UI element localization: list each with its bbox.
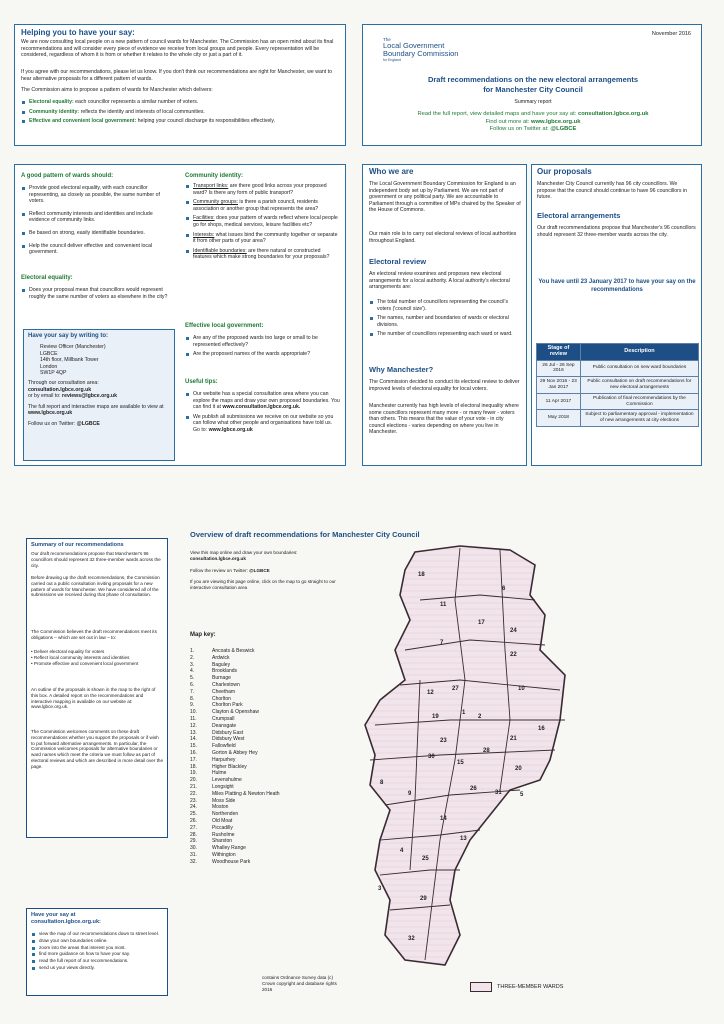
online-item: send us your views directly. [31,965,163,971]
tip-item: We publish all submissions we receive on our website so you can follow what other people and organisations have told us. Go to: www.lgbce.org.uk [185,414,340,434]
ward-number-label: 5 [520,792,524,798]
helping-item: Effective and convenient local government: helping your council discharge its responsibilities effectively. [21,118,339,125]
helping-p2: If you agree with our recommendations, please let us know. If you don't think our recommendations are right for Manchester, we want to hear alternative proposals for a different pattern of wards. [21,69,332,82]
ward-key-item: 29. Sharston [190,838,233,845]
who-p1: The Local Government Boundary Commission for England is an independent body set up by Parliament. We are not part of government or any political party. We are accountable to Parliament through a committee of MPs chaired by the Speaker of the House of Commons. [369,181,521,214]
ward-key-item: 20. Levenshulme [190,777,242,784]
postal-address: Review Officer (Manchester) LGBCE 14th floor, Millbank Tower London SW1P 4QP [40,344,106,377]
map-legend [470,982,563,992]
website-link[interactable]: www.lgbce.org.uk [28,410,73,417]
effective-list [185,335,340,361]
online-item: find more guidance on how to have your say. [31,951,163,957]
ward-key-item: 16. Gorton & Abbey Hey [190,749,258,756]
tips-list [185,391,340,437]
why-title: Why Manchester? [369,365,434,374]
community-item: Transport links: are there good links across your proposed ward? Is there any form of public transport? [185,183,340,196]
helping-p1: We are now consulting local people on a new pattern of council wards for Manchester. The Commission has an open mind about its final recommendations and will consider every piece of evidence we receive from local groups and people. Every representation will be considered, regardless of whom it is from or whether it relates to the whole city or just a part of it. [21,39,334,59]
ward-key-item: 8. Chorlton [190,695,231,702]
ward-number-label: 7 [440,640,444,646]
ward-number-label: 4 [400,848,404,854]
website-link[interactable]: www.lgbce.org.uk [208,426,253,433]
helping-item: Electoral equality: each councillor represents a similar number of voters. [21,99,339,106]
ward-key-item: 2. Ardwick [190,654,230,661]
ward-number-label: 8 [380,780,384,786]
summary-item: • Deliver electoral equality for voters [31,649,105,654]
equality-title: Electoral equality: [21,275,73,281]
tip-item: Our website has a special consultation area where you can explore the maps and draw your own proposed boundaries. You can find it at www.consultation.lgbce.org.uk. [185,391,340,411]
ward-number-label: 28 [483,748,490,754]
writing-box [23,329,175,461]
ward-key-item: 31. Withington [190,851,236,858]
ward-number-label: 6 [502,586,506,592]
who-p2: Our main role is to carry out electoral reviews of local authorities throughout England. [369,231,517,244]
ward-key-item: 21. Longsight [190,783,234,790]
tips-title: Useful tips: [185,379,218,385]
table-row: 29 Nov 2016 - 23 Jan 2017 Public consultation on draft recommendations for new electoral arrangements [537,377,699,394]
ward-key-item: 14. Didsbury West [190,736,245,743]
ward-key-item: 10. Clayton & Openshaw [190,709,259,716]
consultation-link[interactable]: consultation.lgbce.org.uk: [31,918,101,925]
ward-number-label: 24 [510,628,517,634]
good-item: Provide good electoral equality, with each councillor representing, as closely as possible, the same number of voters. [21,185,171,205]
twitter-link[interactable]: @LGBCE [550,126,577,132]
ward-key-item: 11. Crumpsall [190,715,235,722]
why-p1: The Commission decided to conduct its electoral review to deliver improved levels of electoral equality for local voters. [369,379,520,392]
overview-title: Overview of draft recommendations for Manchester City Council [190,530,420,539]
ward-key-item: 24. Moston [190,804,229,811]
ward-key-item: 17. Harpurhey [190,756,236,763]
online-item: draw your own boundaries online. [31,938,163,944]
website-link[interactable]: www.lgbce.org.uk [531,118,581,125]
summary-item: • Promote effective and convenient local government [31,660,139,666]
proposals-title: Our proposals [537,167,592,176]
report-subtitle: Summary report [514,99,552,105]
ward-number-label: 21 [510,736,517,742]
ward-key [190,648,280,866]
ward-number-label: 20 [515,766,522,772]
ward-key-item: 26. Old Moat [190,817,233,824]
helping-p3: The Commission aims to propose a pattern of wards for Manchester which delivers: [21,87,213,93]
ward-number-label: 22 [510,652,517,658]
ward-number-label: 25 [422,856,429,862]
effective-item: Are any of the proposed wards too large or small to be represented effectively? [185,335,340,348]
contact-lines: Read the full report, view detailed maps and have your say at: consultation.lgbce.org.uk Find out more at: www.lgbce.org.uk Follow us on Twitter at: @LGBCE [417,111,649,132]
ward-key-item: 27. Piccadilly [190,824,233,831]
ward-number-label: 31 [495,790,502,796]
map-key-title: Map key: [190,632,216,638]
about-box [362,164,527,466]
ward-key-item: 3. Baguley [190,661,231,668]
crown-copyright: contains Ordnance Survey data (c) Crown copyright and database rights 2016 [262,975,337,992]
ward-number-label: 12 [427,690,434,696]
ward-number-label: 26 [470,786,477,792]
helping-item: Community identity: reflects the identity and interests of local communities. [21,109,339,116]
review-item: The names, number and boundaries of wards or electoral divisions. [369,315,521,328]
table-row: 11 Apr 2017 Publication of final recommendations by the Commission [537,393,699,410]
ward-number-label: 18 [418,572,425,578]
ward-key-item: 30. Whalley Range [190,845,246,852]
legend-swatch [470,982,492,992]
summary-p5: The Commission welcomes comments on these draft recommendations whether you support the proposals or if wish to put forward alternative arrangements. In particular, the Commission welcomes proposals for alternative boundaries or ward names which meet the criteria we must follow as part of electoral reviews and which are described in more detail over the page. [31,729,164,769]
ward-key-item: 22. Miles Platting & Newton Heath [190,790,280,797]
electoral-review-title: Electoral review [369,257,427,266]
overview-links: View this map online and draw your own boundaries: consultation.lgbce.org.uk Follow the review on Twitter: @LGBCE If you are viewing this page online, click on the map to go straight to our interactive consultation area [190,550,336,591]
electoral-review-list [369,299,521,341]
ward-key-item: 7. Cheetham [190,688,236,695]
community-item: Identifiable boundaries: are there natural or constructed features which make strong boundaries for your proposals? [185,248,340,261]
arrangements-text: Our draft recommendations propose that Manchester's 96 councillors should represent 32 three-member wards across the city. [537,225,696,238]
consultation-link[interactable]: consultation.lgbce.org.uk [190,555,246,561]
community-item: Community groups: is there a parish council, residents association or another group that represents the area? [185,199,340,212]
ward-number-label: 17 [478,620,485,626]
summary-p4: An outline of the proposals is shown in the map to the right of this box. A detailed report on the recommendations and interactive mapping is available on our website at: www.lgbce.org.uk. [31,687,156,710]
review-item: The number of councillors representing each ward or ward. [369,331,521,338]
deadline-notice: You have until 23 January 2017 to have your say on the recommendations [538,279,696,293]
stage-header: Stage of review [537,344,581,361]
effective-title: Effective local government: [185,323,264,329]
proposals-box [531,164,702,466]
ward-number-label: 30 [428,754,435,760]
summary-title: Summary of our recommendations [31,542,124,548]
ward-key-item: 6. Charlestown [190,681,240,688]
helping-title: Helping you to have your say: [21,28,135,37]
email-link[interactable]: reviews@lgbce.org.uk [62,393,117,400]
ward-number-label: 19 [432,714,439,720]
community-title: Community identity: [185,173,243,179]
good-item: Reflect community interests and identities and include evidence of community links. [21,211,171,224]
ward-key-item: 19. Hulme [190,770,227,777]
summary-item: • Reflect local community interests and identities [31,654,130,660]
ward-key-item: 13. Didsbury East [190,729,244,736]
report-date: November 2016 [651,31,691,37]
community-item: Facilities: does your pattern of wards reflect where local people go for shops, medical services, leisure facilities etc? [185,215,340,228]
good-list [21,185,171,259]
ward-number-label: 9 [408,791,412,797]
ward-number-label: 2 [478,714,482,720]
online-item: view the map of our recommendations down to street level. [31,931,163,937]
stages-table [536,343,699,427]
ward-number-label: 11 [440,602,447,608]
ward-number-label: 13 [460,836,467,842]
effective-item: Are the proposed names of the wards appropriate? [185,351,340,358]
community-list [185,183,340,264]
who-title: Who we are [369,167,414,176]
ward-key-item: 28. Rusholme [190,831,235,838]
lgbce-logo: The Local Government Boundary Commission for England [383,37,459,62]
ward-key-item: 18. Higher Blackley [190,763,247,770]
description-header: Description [580,344,698,361]
twitter-link[interactable]: @LGBCE [249,567,270,573]
ward-key-item: 12. Deansgate [190,722,237,729]
arrangements-title: Electoral arrangements [537,211,621,220]
report-title: Draft recommendations on the new electoral arrangements for Manchester City Council [427,75,639,94]
ward-number-label: 16 [538,726,545,732]
ward-number-label: 23 [440,738,447,744]
helping-box [14,24,346,146]
consultation-link[interactable]: consultation.lgbce.org.uk [28,386,92,393]
online-box [26,908,168,996]
good-item: Help the council deliver effective and convenient local government. [21,243,171,256]
ward-map[interactable] [360,540,580,975]
ward-number-label: 14 [440,816,447,822]
consultation-link[interactable]: www.consultation.lgbce.org.uk. [222,404,301,411]
online-item: read the full report of our recommendations. [31,958,163,964]
ward-key-item: 9. Chorlton Park [190,702,243,709]
consultation-link[interactable]: consultation.lgbce.org.uk [577,111,649,117]
proposals-text: Manchester City Council currently has 96 city councillors. We propose that the council should continue to have 96 councillors in future. [537,181,687,201]
summary-p3: The Commission believes the draft recommendations meet its obligations – which are set out in law – to: [31,629,157,640]
why-p2: Manchester currently has high levels of electoral inequality where some councillors represent many more - or many fewer - voters than others. This means that the value of your vote - in city council elections - varies depending on where you live in Manchester. [369,403,519,436]
table-row: May 2018 Subject to parliamentary approval - implementation of new arrangements at city elections [537,410,699,427]
ward-key-item: 1. Ancoats & Beswick [190,648,255,654]
twitter-link[interactable]: @LGBCE [76,420,100,427]
ward-key-item: 4. Brooklands [190,668,238,675]
summary-list [31,649,163,666]
ward-number-label: 10 [518,686,525,692]
good-item: Be based on strong, easily identifiable boundaries. [21,230,171,237]
online-title: Have your say at consultation.lgbce.org.uk: [31,912,101,925]
electoral-review-text: An electoral review examines and proposes new electoral arrangements for a local authority. A local authority's electoral arrangements are: [369,271,510,291]
summary-p2: Before drawing up the draft recommendations, the Commission carried out a public consultation inviting proposals for a new pattern of wards for Manchester. We have considered all of the submissions we received during that phase of consultation. [31,575,160,598]
ward-number-label: 1 [462,710,466,716]
online-contact: Through our consultation area: consultation.lgbce.org.uk or by email to: reviews@lgbce.org.uk The full report and interactive maps are available to view at www.lgbce.org.uk Follow us on Twitter: @LGBCE [28,380,164,427]
ward-number-label: 15 [457,760,464,766]
ward-number-label: 27 [452,686,459,692]
ward-key-item: 23. Moss Side [190,797,236,804]
helping-list [21,99,339,128]
good-title: A good pattern of wards should: [21,173,114,179]
ward-key-item: 32. Woodhouse Park [190,858,251,865]
community-item: Interests: what issues bind the community together or separate it from other parts of your area? [185,232,340,245]
summary-p1: Our draft recommendations propose that Manchester's 96 councillors should represent 32 three-member wards across the city. [31,551,161,568]
guidance-box [14,164,346,466]
ward-key-item: 5. Burnage [190,675,231,682]
ward-number-label: 3 [378,886,382,892]
ward-key-item: 25. Northenden [190,811,239,818]
writing-title: Have your say by writing to: [28,333,109,339]
table-row: 26 Jul - 26 Sep 2016 Public consultation on new ward boundaries [537,360,699,377]
ward-number-label: 32 [408,936,415,942]
ward-key-item: 15. Fallowfield [190,743,236,750]
city-outline [365,546,565,965]
online-list [31,931,163,972]
lgbce-header-box [362,24,702,146]
summary-box [26,538,168,838]
equality-item: Does your proposal mean that councillors would represent roughly the same number of voters as elsewhere in the city? [21,287,171,300]
online-item: zoom into the areas that interest you most. [31,945,163,951]
ward-number-label: 29 [420,896,427,902]
equality-list [21,287,171,303]
legend-label: THREE-MEMBER WARDS [497,984,564,990]
review-item: The total number of councillors representing the council's voters ('council size'). [369,299,521,312]
